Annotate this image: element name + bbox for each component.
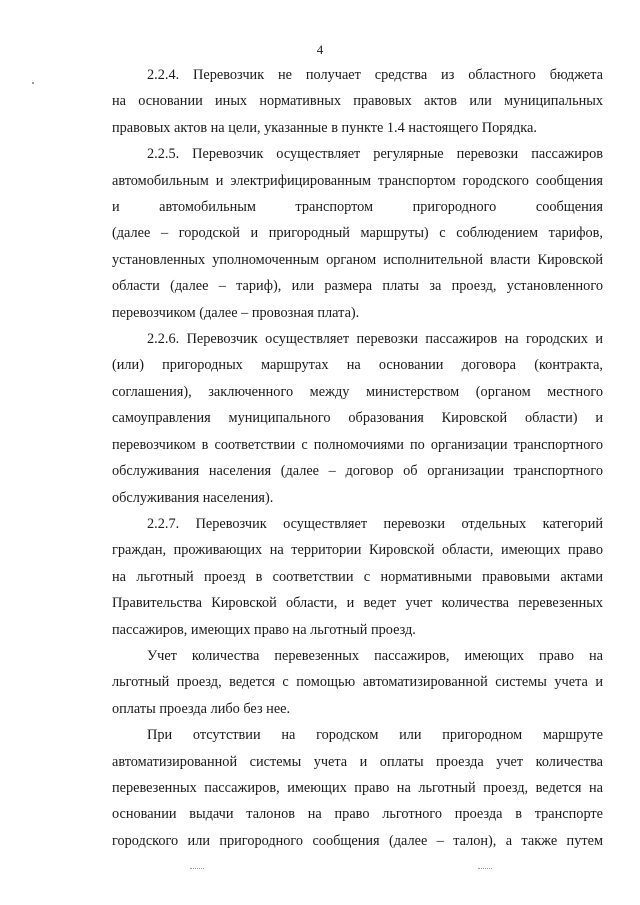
- text-line: 2.2.7. Перевозчик осуществляет перевозки отдельных категорий: [147, 515, 603, 532]
- text-line: Правительства Кировской области, и ведет учет количества перевезенных: [112, 595, 603, 612]
- paragraph-accounting: [112, 643, 603, 722]
- text-line: установленных уполномоченным органом исполнительной власти Кировской: [112, 251, 603, 268]
- text-line: обслуживания населения (далее – договор об организации транспортного: [112, 463, 603, 480]
- text-line: Учет количества перевезенных пассажиров, имеющих право на: [147, 647, 603, 664]
- text-line: автомобильным и электрифицированным транспортом городского сообщения: [112, 172, 603, 189]
- paragraph-2-2-4: [112, 62, 603, 141]
- text-line: перевозчиком (далее – провозная плата).: [112, 304, 360, 321]
- text-line: на льготный проезд в соответствии с нормативными правовыми актами: [112, 568, 603, 585]
- text-line: соглашения), заключенного между министерством (органом местного: [112, 383, 603, 400]
- text-line: городского или пригородного сообщения (далее – талон), а также путем: [112, 832, 603, 849]
- text-line: граждан, проживающих на территории Кировской области, имеющих право: [112, 542, 603, 559]
- text-line: 2.2.6. Перевозчик осуществляет перевозки пассажиров на городских и: [147, 331, 603, 348]
- text-line: области (далее – тариф), или размера платы за проезд, установленного: [112, 278, 603, 295]
- paragraph-2-2-7: [112, 511, 603, 643]
- footer-mark-left: [190, 868, 204, 870]
- page-number: 4: [316, 42, 324, 57]
- document-body: [112, 62, 603, 854]
- footer-mark-right: [478, 868, 492, 870]
- text-line: (или) пригородных маршрутах на основании договора (контракта,: [112, 357, 603, 374]
- text-line: пассажиров, имеющих право на льготный проезд.: [112, 621, 416, 638]
- text-line: и автомобильным транспортом пригородного сообщения: [112, 199, 603, 216]
- text-line: самоуправления муниципального образования Кировской области) и: [112, 410, 603, 427]
- text-line: 2.2.4. Перевозчик не получает средства из областного бюджета: [147, 67, 603, 83]
- text-line: автоматизированной системы учета и оплаты проезда учет количества: [112, 753, 603, 770]
- text-line: 2.2.5. Перевозчик осуществляет регулярные перевозки пассажиров: [147, 146, 603, 163]
- text-line: При отсутствии на городском или пригородном маршруте: [147, 727, 603, 744]
- scan-speck: [32, 82, 34, 84]
- text-line: оплаты проезда либо без нее.: [112, 700, 291, 717]
- text-line: (далее – городской и пригородный маршруты) с соблюдением тарифов,: [112, 225, 603, 242]
- paragraph-absence-of-system: [112, 722, 603, 854]
- paragraph-2-2-5: [112, 141, 603, 326]
- text-line: перевезенных пассажиров, имеющих право на льготный проезд, ведется на: [112, 779, 603, 796]
- text-line: основании выдачи талонов на право льготного проезда в транспорте: [112, 806, 603, 823]
- text-line: обслуживания населения).: [112, 489, 274, 506]
- text-line: перевозчиком в соответствии с полномочиями по организации транспортного: [112, 436, 603, 453]
- paragraph-2-2-6: [112, 326, 603, 511]
- text-line: на основании иных нормативных правовых актов или муниципальных: [112, 93, 603, 110]
- text-line: правовых актов на цели, указанные в пункте 1.4 настоящего Порядка.: [112, 119, 537, 136]
- text-line: льготный проезд, ведется с помощью автоматизированной системы учета и: [112, 674, 603, 691]
